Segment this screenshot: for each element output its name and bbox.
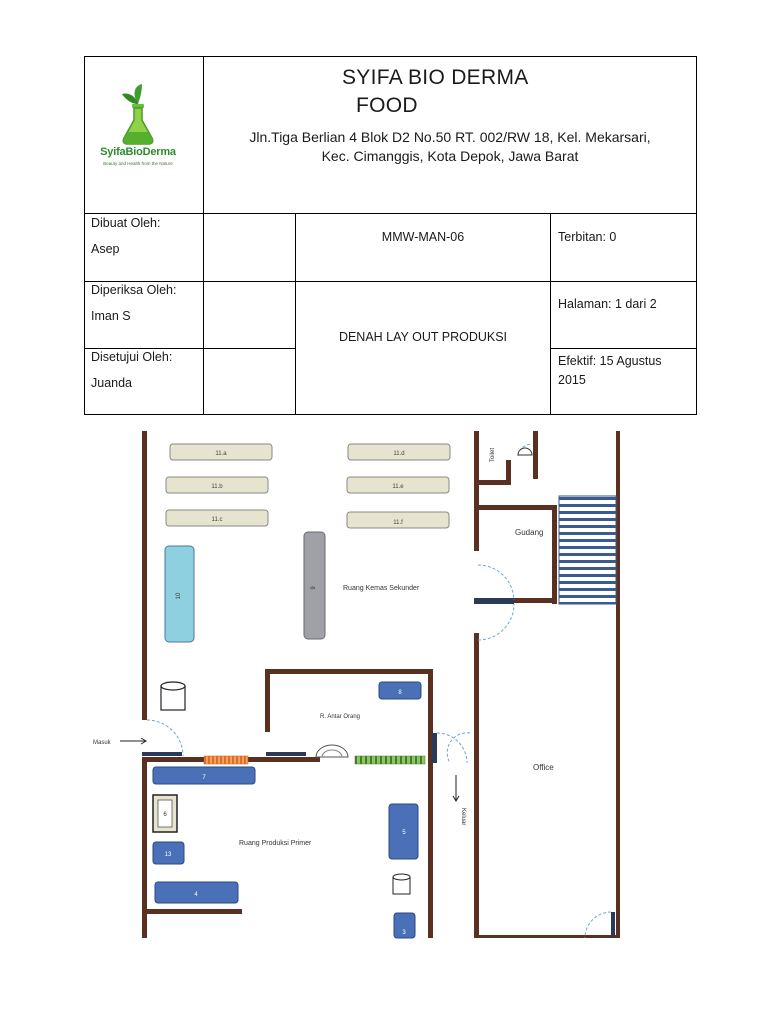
door-swing-office-bottom — [585, 912, 611, 938]
edition-info: Terbitan: 0 — [558, 230, 617, 244]
door-sill-gudang — [474, 598, 514, 604]
wall-antar-left — [265, 669, 270, 732]
company-name-line1: SYIFA BIO DERMA — [342, 66, 529, 89]
address-line1: Jln.Tiga Berlian 4 Blok D2 No.50 RT. 002/RW 18, Kel. Mekarsari, — [249, 129, 651, 145]
room-label-office: Office — [533, 763, 554, 772]
stairs — [559, 496, 616, 604]
wall-gudang-right — [552, 505, 557, 604]
bin-kemas — [161, 682, 185, 710]
bin-primer — [393, 874, 410, 894]
arrow-keluar — [453, 775, 459, 801]
equipment-13-label: 13 — [164, 852, 172, 858]
doc-code: MMW-MAN-06 — [381, 230, 465, 244]
airlock-green — [355, 756, 425, 764]
wall-primer-top-mid — [248, 757, 320, 762]
wall-right-outer — [616, 431, 620, 938]
door-swing-kemas — [478, 565, 514, 600]
bin-lid — [161, 682, 185, 690]
checked-by-name: Iman S — [91, 309, 131, 324]
equipment-10-label: 10 — [176, 592, 182, 600]
arrow-masuk — [120, 738, 146, 744]
door-sill-antar — [266, 752, 306, 756]
equipment-9 — [304, 532, 325, 639]
room-label-gudang: Gudang — [515, 528, 544, 537]
label-masuk: Masuk — [93, 740, 111, 746]
wall-toilet-stub — [506, 460, 511, 485]
wall-toilet-right — [533, 431, 538, 479]
page-info: Halaman: 1 dari 2 — [558, 297, 657, 311]
table-11b-label: 11.b — [211, 484, 223, 490]
made-by-name: Asep — [91, 242, 120, 257]
door-sill-masuk — [142, 752, 182, 756]
bin-lid-small — [393, 874, 410, 880]
door-sill-office-bottom — [611, 912, 615, 937]
wall-antar-right — [428, 669, 433, 938]
equipment-8-label: 8 — [398, 690, 402, 696]
airlock-orange — [204, 756, 248, 764]
wall-antar-top — [265, 669, 433, 674]
equipment-7-label: 7 — [202, 775, 206, 781]
door-swing-gudang — [478, 604, 514, 640]
table-11e-label: 11.e — [392, 484, 404, 490]
equipment-4-label: 4 — [194, 892, 198, 898]
wall-gudang-top — [474, 505, 556, 510]
room-label-produksi-primer: Ruang Produksi Primer — [239, 840, 312, 847]
door-swing-office — [437, 733, 467, 763]
table-11d-label: 11.d — [393, 451, 405, 457]
table-11f-label: 11.f — [393, 520, 403, 526]
door-swing-masuk — [147, 720, 183, 756]
equipment-3-label: 3 — [402, 930, 406, 936]
checked-by-label: Diperiksa Oleh: — [91, 283, 177, 297]
equipment-9-label: 9 — [311, 586, 317, 590]
equipment-5-label: 5 — [402, 830, 406, 836]
room-label-toilet: Toilet — [490, 447, 496, 462]
company-name-line2: FOOD — [356, 94, 418, 117]
wall-primer-top-left — [142, 757, 204, 762]
made-by-label: Dibuat Oleh: — [91, 216, 161, 230]
logo-brand-text: SyifaBioDerma — [100, 146, 176, 158]
effective-line2: 2015 — [558, 373, 586, 388]
wall-office-left — [474, 633, 479, 938]
wall-primer-bottom — [142, 909, 242, 914]
address-line2: Kec. Cimanggis, Kota Depok, Jawa Barat — [321, 148, 579, 164]
effective-line1: Efektif: 15 Agustus — [558, 354, 662, 368]
approved-by-label: Disetujui Oleh: — [91, 350, 173, 364]
wall-office-bottom — [474, 935, 620, 938]
equipment-6-label: 6 — [163, 812, 167, 818]
wall-left-upper — [142, 431, 147, 720]
label-keluar: Keluar — [460, 808, 466, 826]
table-11a-label: 11.a — [215, 451, 227, 457]
door-sill-office — [432, 733, 437, 763]
approved-by-name: Juanda — [91, 376, 133, 391]
toilet-icon — [518, 448, 532, 455]
room-label-kemas-sekunder: Ruang Kemas Sekunder — [343, 585, 420, 592]
logo-tagline: Beauty and Health from the Nature — [103, 161, 173, 166]
wall-kemas-right-upper — [474, 431, 479, 551]
work-tables — [166, 444, 450, 528]
room-label-antar-orang: R. Antar Orang — [320, 714, 361, 720]
wall-toilet-bottom — [474, 480, 510, 485]
sink-icon — [316, 745, 348, 757]
doc-title: DENAH LAY OUT PRODUKSI — [338, 330, 508, 344]
table-11c-label: 11.c — [211, 517, 223, 523]
